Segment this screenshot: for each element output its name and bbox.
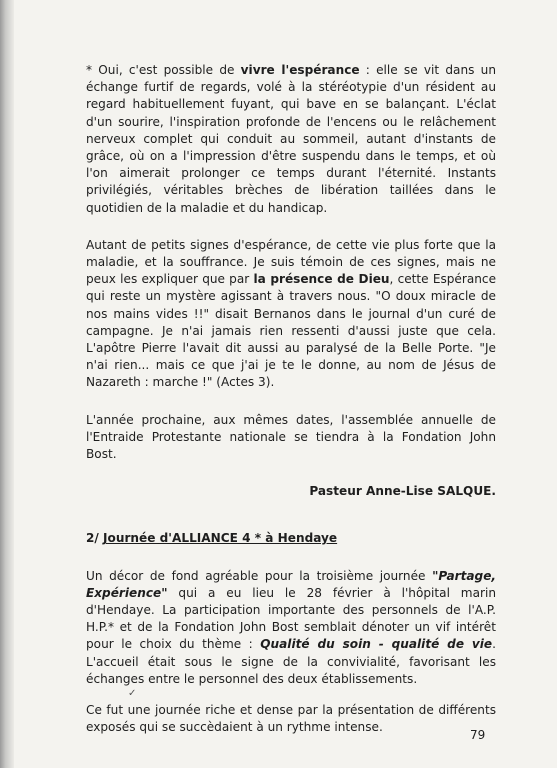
bold-italic-phrase: Qualité du soin - qualité de vie: [260, 637, 493, 652]
page-number: 79: [470, 728, 486, 742]
text-run: : elle se vit dans un échange furtif de regards, volé à la stéréotypie d'un résident au regard habituellement fuyant, qui bave en se balançant. L'éclat d'un sourire, l'inspiration profonde de l'encens ou le relâchement nerveux complet qui conduit au sommeil, autant d'instants de grâce, où on a l'impression d'être suspendu dans le temps, et où l'on aimerait prolonger ce temps durant l'éternité. Instants privilégiés, véritables brèches de libération taillées dans le quotidien de la maladie et du handicap.: [86, 63, 496, 215]
text-run: Autant de petits signes d'espérance, de cette vie plus forte que la maladie, et la souffrance. Je suis témoin de ces signes, mais ne peux les expliquer que par: [86, 237, 496, 287]
signature: Pasteur Anne-Lise SALQUE.: [309, 484, 496, 499]
paragraph-esperance: [86, 62, 496, 217]
section-number: 2/: [86, 531, 104, 546]
bold-phrase: vivre l'espérance: [240, 63, 360, 77]
section-heading: [86, 530, 496, 547]
paragraph-hendaye: [86, 568, 496, 688]
paragraph-assemblee: L'année prochaine, aux mêmes dates, l'assemblée annuelle de l'Entraide Protestante nationale se tiendra à la Fondation John Bost.: [86, 412, 496, 462]
text-run: . L'accueil était sous le signe de la convivialité, favorisant les échanges entre le personnel des deux établissements.: [86, 637, 496, 686]
pen-mark: ✓: [128, 688, 137, 699]
text-run: , cette Espérance qui reste un mystère agissant à travers nous. "O doux miracle de nos mains vides !!" disait Bernanos dans le journal d'un curé de campagne. Je n'ai jamais rien ressenti d'aussi juste que cela. L'apôtre Pierre l'avait dit aussi au paralysé de la Belle Porte. "Je n'ai rien... mais ce que j'ai je te le donne, au nom de Jésus de Nazareth : marche !" (Actes 3).: [86, 272, 497, 390]
text-run: qui a eu lieu le 28 février à l'hôpital marin d'Hendaye. La participation importante des personnels de l'A.P. H.P.* et de la Fondation John Bost semblait dénoter un vif intérêt pour le choix du thème :: [86, 585, 496, 652]
page-binding-shadow: [0, 0, 14, 768]
document-body: [86, 62, 496, 737]
bold-phrase: la présence de Dieu: [253, 272, 390, 287]
paragraph-journee: Ce fut une journée riche et dense par la présentation de différents exposés qui se succèdaient à un rythme intense.: [86, 703, 496, 735]
paragraph-signes: [86, 237, 496, 392]
text-run: Un décor de fond agréable pour la troisième journée: [86, 568, 433, 583]
section-title: Journée d'ALLIANCE 4 * à Hendaye: [103, 531, 338, 546]
text-run: * Oui, c'est possible de: [86, 63, 241, 77]
bold-italic-phrase: "Partage, Expérience": [86, 568, 496, 600]
